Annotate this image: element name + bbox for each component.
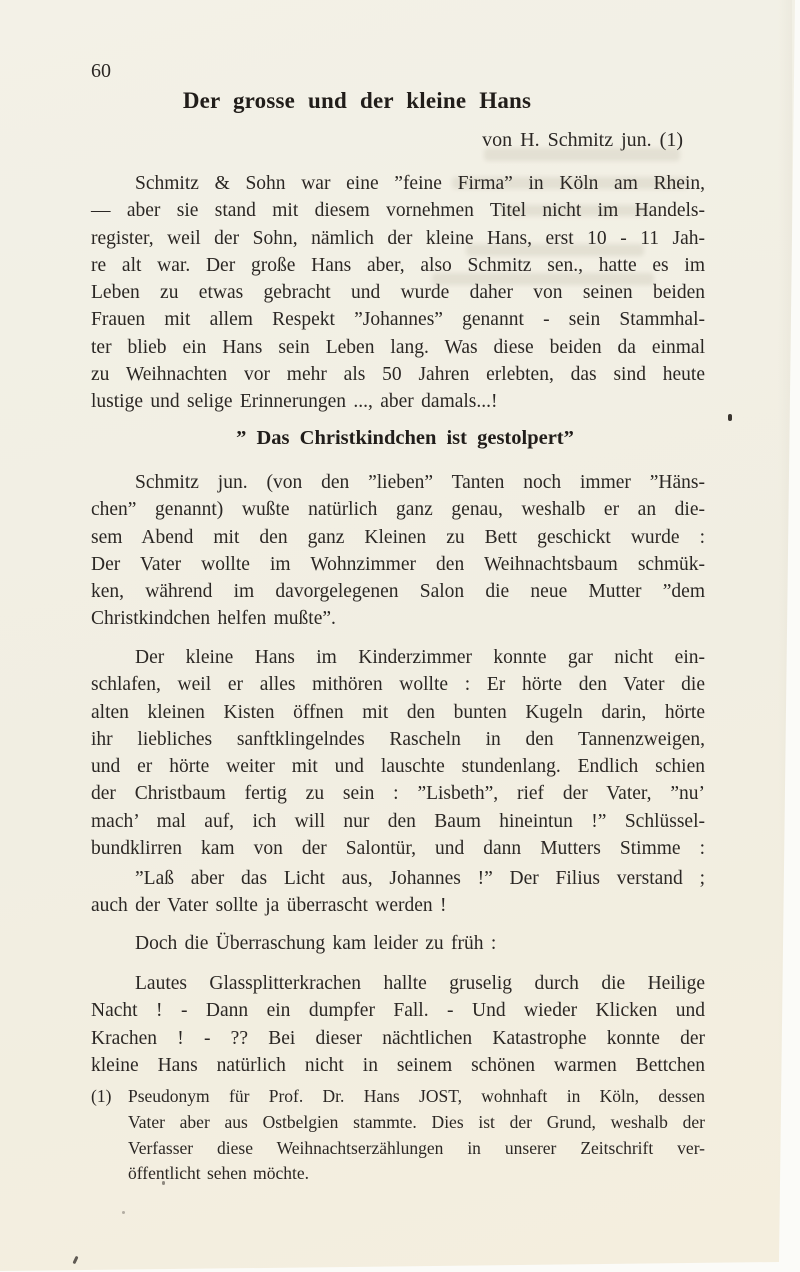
byline: von H. Schmitz jun. (1) [482, 129, 683, 151]
text-line: und er hörte weiter mit und lauschte stundenlang. Endlich schien [91, 756, 705, 778]
scan-speck [728, 414, 732, 421]
text-line: chen” genannt) wußte natürlich ganz genau, weshalb er an die- [91, 499, 705, 521]
text-line: Der Vater wollte im Wohnzimmer den Weihnachtsbaum schmük- [91, 553, 705, 575]
text-line: Frauen mit allem Respekt ”Johannes” genannt - sein Stammhal- [91, 309, 705, 331]
footnote-line: Pseudonym für Prof. Dr. Hans JOST, wohnhaft in Köln, dessen [128, 1086, 705, 1106]
text-line: re alt war. Der große Hans aber, also Schmitz sen., hatte es im [91, 254, 705, 276]
text-line: ”Laß aber das Licht aus, Johannes !” Der Filius verstand ; [135, 868, 705, 889]
text-line: Der kleine Hans im Kinderzimmer konnte gar nicht ein- [135, 647, 705, 668]
text-line: schlafen, weil er alles mithören wollte : Er hörte den Vater die [91, 674, 705, 696]
footnote [91, 1084, 705, 1187]
paragraph [91, 469, 705, 633]
text-line: Leben zu etwas gebracht und wurde daher von seinen beiden [91, 282, 705, 304]
page-title: Der grosse und der kleine Hans [182, 88, 532, 113]
text-line: auch der Vater sollte ja überrascht werden ! [91, 895, 447, 917]
paragraph [91, 170, 705, 416]
paragraph [91, 930, 705, 957]
footnote-lines [128, 1084, 705, 1187]
text-line: Krachen ! - ?? Bei dieser nächtlichen Katastrophe konnte der [91, 1027, 705, 1049]
section-heading: ” Das Christkindchen ist gestolpert” [236, 427, 574, 449]
text-line: ken, während im davorgelegenen Salon die neue Mutter ”dem [91, 581, 705, 603]
paragraph [91, 970, 705, 1079]
text-line: zu Weihnachten vor mehr als 50 Jahren erlebten, das sind heute [91, 364, 705, 386]
text-line: bundklirren kam von der Salontür, und dann Mutters Stimme : [91, 838, 705, 860]
scan-speck [72, 1256, 78, 1265]
text-line: mach’ mal auf, ich will nur den Baum hineintun !” Schlüssel- [91, 810, 705, 832]
text-line: sem Abend mit den ganz Kleinen zu Bett geschickt wurde : [91, 526, 705, 548]
text-line: Doch die Überraschung kam leider zu früh : [135, 933, 497, 954]
text-line: register, weil der Sohn, nämlich der kleine Hans, erst 10 - 11 Jah- [91, 227, 705, 249]
text-line: ter blieb ein Hans sein Leben lang. Was diese beiden da einmal [91, 336, 705, 358]
text-line: lustige und selige Erinnerungen ..., aber damals...! [91, 391, 498, 413]
text-line: Christkindchen helfen mußte”. [91, 608, 336, 630]
paragraph [91, 865, 705, 920]
text-line: — aber sie stand mit diesem vornehmen Titel nicht im Handels- [91, 200, 705, 222]
footnote-line: Verfasser diese Weihnachtserzählungen in unserer Zeitschrift ver- [128, 1137, 705, 1158]
text-line: der Christbaum fertig zu sein : ”Lisbeth”, rief der Vater, ”nu’ [91, 783, 705, 805]
footnote-line: Vater aber aus Ostbelgien stammte. Dies ist der Grund, weshalb der [128, 1111, 705, 1132]
text-line: alten kleinen Kisten öffnen mit den bunten Kugeln darin, hörte [91, 701, 705, 723]
text-line: Schmitz jun. (von den ”lieben” Tanten noch immer ”Häns- [135, 472, 705, 493]
page-number: 60 [91, 60, 111, 82]
scan-speck [122, 1211, 125, 1214]
footnote-line: öffentlicht sehen möchte. [128, 1163, 310, 1184]
footnote-marker: (1) [91, 1086, 112, 1106]
text-line: Nacht ! - Dann ein dumpfer Fall. - Und wieder Klicken und [91, 1000, 705, 1022]
text-line: Schmitz & Sohn war eine ”feine Firma” in Köln am Rhein, [135, 173, 705, 194]
text-line: Lautes Glassplitterkrachen hallte gruselig durch die Heilige [135, 973, 705, 994]
text-line: ihr liebliches sanftklingelndes Rascheln in den Tannenzweigen, [91, 728, 705, 750]
paragraph [91, 644, 705, 862]
text-line: kleine Hans natürlich nicht in seinem schönen warmen Bettchen [91, 1054, 705, 1076]
